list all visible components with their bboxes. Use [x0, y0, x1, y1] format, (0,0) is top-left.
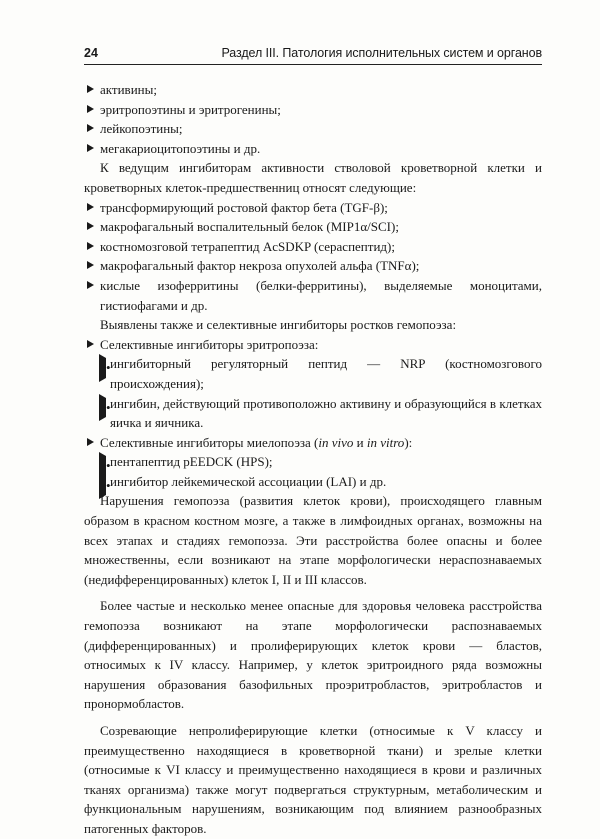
section-title: Раздел III. Патология исполнительных систем и органов	[221, 46, 542, 60]
erythropoiesis-group	[84, 335, 542, 433]
running-header	[84, 44, 542, 65]
erythropoiesis-sublist	[84, 354, 542, 432]
selective-intro: Выявлены также и селективные ингибиторы ростков гемопоэза:	[100, 317, 457, 333]
list-item: костномозговой тетрапептид AcSDKP (сераспептид);	[84, 237, 542, 257]
list-item: мегакариоцитопоэтины и др.	[84, 139, 542, 159]
list-item: трансформирующий ростовой фактор бета (TGF-β);	[84, 198, 542, 218]
selective-list	[84, 335, 542, 492]
myelopoiesis-header	[100, 435, 412, 450]
paragraph-1: Нарушения гемопоэза (развития клеток крови), происходящего главным образом в красном костном мозге, а также в лимфоидных органах, возможны на всех этапах и стадиях гемопоэза. Эти расстройства более опасны и более множественны, если возникают на этапе морфологически нераспознаваемых (недифференцированных) клеток I, II и III классов.	[84, 493, 542, 587]
myelo-header-invitro: in vitro	[366, 434, 405, 450]
paragraph-3: Созревающие непролиферирующие клетки (относимые к V классу и преимущественно находящиеся в кроветворной ткани) и зрелые клетки (относимые к VI классу и преимущественно находящиеся в крови и различных тканях организма) также могут подвергаться структурным, метаболическим и функциональным нарушениям, возникающим под влиянием разнообразных патогенных факторов.	[84, 723, 542, 836]
sub-list-item: • ингибитор лейкемической ассоциации (LAI) и др.	[84, 472, 542, 492]
stimulators-list	[84, 80, 542, 158]
sub-list-item: • пентапептид pEEDCK (HPS);	[84, 452, 542, 472]
list-item: макрофагальный воспалительный белок (MIP1α/SCI);	[84, 217, 542, 237]
list-item: активины;	[84, 80, 542, 100]
list-item: эритропоэтины и эритрогенины;	[84, 100, 542, 120]
paragraph-2: Более частые и несколько менее опасные для здоровья человека расстройства гемопоэза возникают на этапе морфологически распознаваемых (дифференцированных) и пролиферирующих клеток крови — бластов, относимых к IV классу. Например, у клеток эритроидного ряда возможны нарушения образования базофильных проэритробластов, эритробластов и пронормобластов.	[84, 598, 542, 712]
sub-list-item: • ингибин, действующий противоположно активину и образующийся в клетках яичка и яичника.	[84, 394, 542, 433]
erythropoiesis-header: Селективные ингибиторы эритропоэза:	[100, 336, 319, 352]
myelo-header-and: и	[353, 434, 367, 450]
sub-list-item: • ингибиторный регуляторный пептид — NRP (костномозгового происхождения);	[84, 354, 542, 393]
inhibitors-list	[84, 198, 542, 316]
myelo-header-text: Селективные ингибиторы миелопоэза (	[100, 434, 319, 450]
myelo-header-invivo: in vivo	[318, 434, 354, 450]
list-item: лейкопоэтины;	[84, 119, 542, 139]
list-item: макрофагальный фактор некроза опухолей альфа (TNFα);	[84, 256, 542, 276]
myelo-header-end: ):	[404, 434, 413, 450]
page-body	[84, 80, 542, 839]
myelopoiesis-group	[84, 433, 542, 492]
myelopoiesis-sublist	[84, 452, 542, 491]
inhibitors-intro: К ведущим ингибиторам активности стволовой кроветворной клетки и кроветворных клеток-предшественниц относят следующие:	[84, 160, 542, 195]
page-number: 24	[84, 46, 98, 60]
list-item: кислые изоферритины (белки-ферритины), выделяемые моноцитами, гистиофагами и др.	[84, 276, 542, 315]
